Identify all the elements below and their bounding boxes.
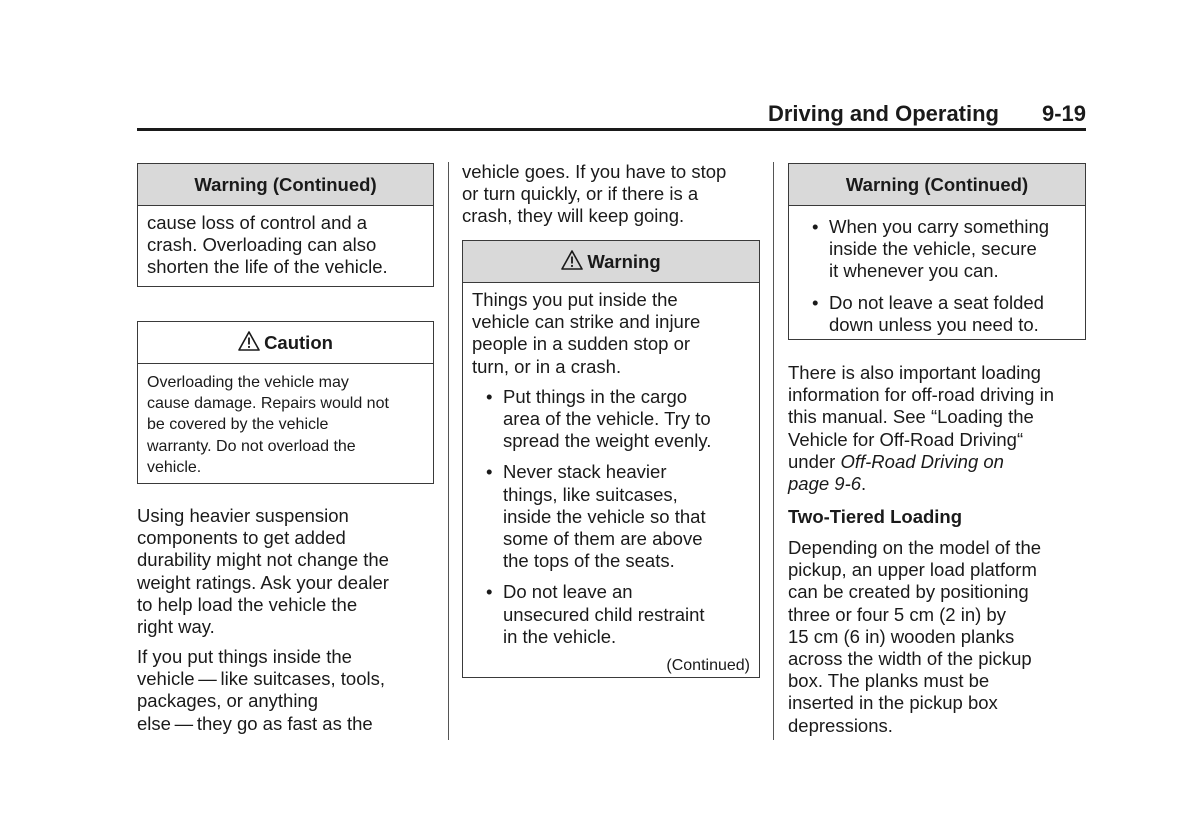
text-line: people in a sudden stop or bbox=[472, 333, 691, 355]
text-line: page 9-6. bbox=[788, 473, 867, 495]
text-line: can be created by positioning bbox=[788, 581, 1029, 603]
caution-box-title: Caution bbox=[264, 332, 333, 353]
text-line: Things you put inside the bbox=[472, 289, 678, 310]
list-item bbox=[472, 386, 750, 453]
warning-triangle-icon bbox=[561, 250, 583, 270]
warning-box-body bbox=[789, 206, 1085, 336]
warning-triangle-icon bbox=[238, 331, 260, 351]
text-line: vehicle can strike and injure bbox=[472, 311, 701, 333]
text-line: down unless you need to. bbox=[829, 313, 1039, 335]
text-line: Using heavier suspension bbox=[137, 505, 349, 526]
bullet-icon: • bbox=[486, 581, 493, 603]
text-line: spread the weight evenly. bbox=[503, 430, 712, 452]
text-line: vehicle — like suitcases, tools, bbox=[137, 668, 386, 690]
warning-continued-box bbox=[788, 163, 1086, 340]
text-line: crash, they will keep going. bbox=[462, 205, 685, 227]
warning-continued-box bbox=[137, 163, 434, 287]
bullet-icon: • bbox=[812, 216, 819, 237]
text-line: box. The planks must be bbox=[788, 670, 990, 692]
text-line: area of the vehicle. Try to bbox=[503, 408, 711, 430]
text-line: pickup, an upper load platform bbox=[788, 559, 1037, 581]
text-line: information for off-road driving in bbox=[788, 384, 1054, 406]
continued-label: (Continued) bbox=[666, 657, 750, 675]
section-title: Driving and Operating bbox=[767, 101, 999, 126]
text-line: shorten the life of the vehicle. bbox=[147, 256, 388, 278]
text-line: to help load the vehicle the bbox=[137, 593, 358, 615]
caution-box-body bbox=[138, 364, 433, 478]
text-line: There is also important loading bbox=[788, 362, 1041, 383]
text-line: warranty. Do not overload the bbox=[147, 437, 356, 455]
col1-paragraph-2 bbox=[137, 646, 437, 735]
list-item bbox=[798, 292, 1076, 336]
text-line: across the width of the pickup bbox=[788, 648, 1032, 670]
col3-paragraph-1 bbox=[788, 362, 1093, 495]
text-line: inside the vehicle so that bbox=[503, 505, 706, 527]
page-header bbox=[137, 100, 1086, 130]
bullet-icon: • bbox=[812, 291, 819, 313]
warning-box-title: Warning bbox=[587, 251, 661, 272]
text-line: this manual. See “Loading the bbox=[788, 406, 1034, 428]
warning-box-title: Warning (Continued) bbox=[138, 164, 433, 206]
text-line: Put things in the cargo bbox=[503, 385, 688, 407]
text-line: inside the vehicle, secure bbox=[829, 238, 1037, 260]
col1-paragraph-1 bbox=[137, 505, 437, 638]
col2-paragraph-1 bbox=[462, 161, 772, 228]
list-item bbox=[798, 216, 1076, 283]
col3-section bbox=[788, 506, 1093, 528]
text-line: Vehicle for Off-Road Driving“ bbox=[788, 428, 1024, 450]
warning-box bbox=[462, 240, 760, 678]
text-line: crash. Overloading can also bbox=[147, 234, 377, 256]
col3-paragraph-2 bbox=[788, 537, 1093, 737]
text-line: or turn quickly, or if there is a bbox=[462, 183, 699, 205]
page-number: 9-19 bbox=[1041, 101, 1086, 126]
text-line: 15 cm (6 in) wooden planks bbox=[788, 625, 1015, 647]
text-line: packages, or anything bbox=[137, 690, 319, 712]
text-line: else — they go as fast as the bbox=[137, 712, 373, 734]
text-line: unsecured child restraint bbox=[503, 603, 705, 625]
text-line: components to get added bbox=[137, 527, 346, 549]
caution-box bbox=[137, 321, 434, 484]
text-line: turn, or in a crash. bbox=[472, 355, 622, 377]
warning-box-header bbox=[463, 241, 759, 283]
text-line: depressions. bbox=[788, 714, 893, 736]
text-line: three or four 5 cm (2 in) by bbox=[788, 603, 1006, 625]
column-divider bbox=[773, 162, 774, 740]
text-line: Depending on the model of the bbox=[788, 537, 1042, 558]
text-line: be covered by the vehicle bbox=[147, 416, 329, 434]
header-rule bbox=[137, 128, 1086, 131]
text-line: cause damage. Repairs would not bbox=[147, 395, 389, 413]
text-line: When you carry something bbox=[829, 216, 1050, 237]
text-line: weight ratings. Ask your dealer bbox=[137, 571, 389, 593]
bullet-list bbox=[798, 216, 1076, 336]
text-line: durability might not change the bbox=[137, 549, 389, 571]
text-line: Do not leave an bbox=[503, 581, 633, 603]
text-line: inserted in the pickup box bbox=[788, 692, 998, 714]
text-line: vehicle. bbox=[147, 458, 202, 476]
text-line: some of them are above bbox=[503, 528, 703, 550]
text-line: the tops of the seats. bbox=[503, 550, 675, 572]
text-line: things, like suitcases, bbox=[503, 483, 678, 505]
cross-reference-link[interactable]: page 9-6 bbox=[788, 473, 862, 495]
warning-box-title: Warning (Continued) bbox=[789, 164, 1085, 206]
section-heading: Two-Tiered Loading bbox=[788, 506, 963, 527]
text-line: Overloading the vehicle may bbox=[147, 374, 349, 391]
text-line: Do not leave a seat folded bbox=[829, 291, 1044, 313]
text-line: If you put things inside the bbox=[137, 646, 352, 667]
bullet-list bbox=[472, 386, 750, 648]
list-item bbox=[472, 581, 750, 648]
warning-box-body bbox=[463, 283, 759, 676]
text-line: vehicle goes. If you have to stop bbox=[462, 161, 727, 182]
text-line: right way. bbox=[137, 616, 215, 638]
text-line: cause loss of control and a bbox=[147, 212, 368, 233]
text-line: under Off-Road Driving on bbox=[788, 450, 1004, 472]
warning-box-body bbox=[138, 206, 433, 279]
bullet-icon: • bbox=[486, 461, 493, 483]
caution-box-header bbox=[138, 322, 433, 364]
list-item bbox=[472, 461, 750, 572]
cross-reference-link[interactable]: Off-Road Driving on bbox=[840, 450, 1004, 472]
text-line: it whenever you can. bbox=[829, 260, 999, 282]
text-line: Never stack heavier bbox=[503, 461, 667, 483]
column-divider bbox=[448, 162, 449, 740]
text-line: in the vehicle. bbox=[503, 625, 617, 647]
bullet-icon: • bbox=[486, 385, 493, 407]
